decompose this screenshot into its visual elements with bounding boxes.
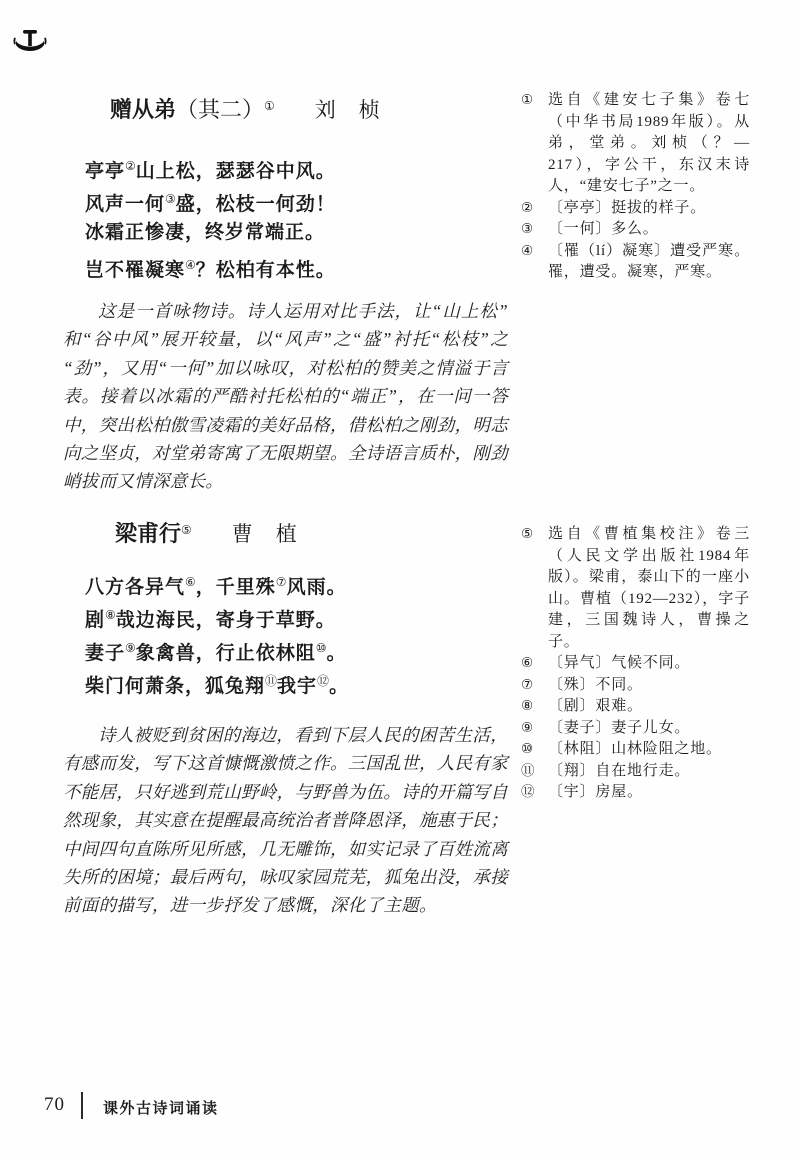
poem-line-text: 山上松，瑟瑟谷中风。: [135, 161, 336, 182]
poem-line-text: ？松柏有本性。: [195, 260, 336, 281]
poem-line: [85, 216, 336, 249]
annotation-number: ④: [521, 242, 534, 259]
poem2-commentary: 诗人被贬到贫困的海边，看到下层人民的困苦生活，有感而发，写下这首慷慨激愤之作。三国乱世，人民有家不能居，只好逃到荒山野岭，与野兽为伍。诗的开篇写自然现象，其实意在提醒最高统治者普降恩泽，施惠于民；中间四句直陈所见所感，几无雕饰，如实记录了百姓流离失所的困境；最后两句，咏叹家园荒芜，狐兔出没，承接前面的描写，进一步抒发了感慨，深化了主题。: [63, 725, 508, 916]
poem-line-text: 哉边海民，寄身于草野。: [115, 610, 336, 631]
annotation-number: ③: [521, 221, 534, 237]
poem-line-text: 我宇: [277, 676, 318, 697]
anchor-mark-icon: [12, 28, 48, 62]
poem-line-text: 八方各异气: [85, 577, 186, 598]
poem1-body: [85, 150, 336, 282]
poem1-commentary: 这是一首咏物诗。诗人运用对比手法，让“山上松”和“谷中风”展开较量，以“风声”之“盛”衬托“松枝”之“劲”，又用“一何”加以咏叹，对松柏的赞美之情溢于言表。接着以冰霜的严酷衬托松柏的“端正”，在一问一答中，突出松柏傲雪凌霜的美好品格，借松柏之刚劲，明志向之坚贞，对堂弟寄寓了无限期望。全诗语言质朴，刚劲峭拔而又情深意长。: [63, 301, 508, 492]
footnote-ref: ①: [264, 99, 275, 113]
footnote-ref: ⑦: [275, 575, 287, 589]
poem-line-text: ，千里殊: [195, 577, 276, 598]
footnote-ref: ⑧: [105, 608, 116, 622]
page-number: 70: [44, 1094, 65, 1115]
footnote-ref: ⑨: [125, 641, 136, 655]
footnote-ref: ⑪: [265, 674, 278, 688]
annotation-text: 〔林阻〕山林险阻之地。: [548, 741, 722, 757]
poem-line-text: 岂不罹凝寒: [85, 260, 186, 281]
annotation-number: ⑥: [521, 655, 534, 671]
annotation-text: 〔异气〕气候不同。: [548, 655, 691, 671]
footnote-group-2: [521, 524, 750, 804]
footnote-group-1: [521, 90, 750, 284]
poem2-heading: [115, 517, 298, 547]
annotation-number: ⑧: [521, 698, 534, 714]
poem2-author: 曹 植: [231, 522, 298, 546]
poem-line: [85, 249, 336, 282]
annotation-number: ⑪: [521, 762, 535, 779]
footer-divider: [81, 1092, 83, 1119]
annotation-item: [521, 90, 750, 198]
poem1-author: 刘 桢: [314, 98, 381, 122]
poem-line-text: 柴门何萧条，狐兔翔: [85, 676, 266, 697]
annotation-number: ⑩: [521, 741, 534, 757]
annotation-item: [521, 739, 750, 761]
annotation-item: [521, 219, 750, 241]
annotation-item: [521, 782, 750, 804]
poem-line: [85, 632, 349, 665]
poem-line: [85, 665, 349, 698]
footnote-ref: ③: [165, 192, 176, 206]
footnote-ref: ②: [125, 159, 136, 173]
annotation-number: ②: [521, 199, 534, 216]
poem-line: [85, 599, 349, 632]
footnote-ref: ⑩: [315, 641, 327, 655]
annotation-item: [521, 241, 750, 284]
annotation-text: 〔一何〕多么。: [548, 221, 659, 237]
footnote-ref: ④: [185, 258, 196, 272]
annotation-text: 〔殊〕不同。: [548, 676, 643, 693]
poem-line: [85, 183, 336, 216]
footnote-ref: ⑤: [181, 523, 192, 537]
annotation-item: [521, 696, 750, 718]
poem-line: [85, 150, 336, 183]
poem1-heading: [110, 93, 381, 123]
annotation-text: 〔宇〕房屋。: [548, 784, 643, 800]
poem-line-text: 象禽兽，行止依林阻: [135, 643, 316, 664]
annotation-item: [521, 718, 750, 740]
poem1-title: 赠从弟: [110, 97, 177, 122]
poem-line: [85, 566, 349, 599]
annotation-number: ⑨: [521, 719, 534, 736]
annotation-number: ⑤: [521, 526, 534, 542]
poem-line-text: 风声一何: [85, 194, 166, 215]
annotation-item: [521, 653, 750, 675]
poem-line-text: 。: [326, 643, 347, 664]
annotation-item: [521, 198, 750, 220]
annotation-text: 选自《曹植集校注》卷三（人民文学出版社1984年版）。梁甫，泰山下的一座小山。曹植（192—232），字子建，三国魏诗人，曹操之子。: [548, 526, 750, 650]
poem-line-text: 。: [329, 676, 350, 697]
poem-line-text: 冰霜正惨凄，终岁常端正。: [85, 222, 326, 243]
page-footer: [0, 1090, 800, 1126]
annotation-text: 〔妻子〕妻子儿女。: [548, 719, 691, 736]
annotation-number: ⑫: [521, 784, 535, 800]
annotation-text: 〔翔〕自在地行走。: [548, 762, 691, 779]
poem-line-text: 风雨。: [286, 577, 347, 598]
annotation-text: 〔罹（lí）凝寒〕遭受严寒。罹，遭受。凝寒，严寒。: [548, 242, 750, 280]
footnote-ref: ⑥: [185, 575, 196, 589]
footnote-ref: ⑫: [317, 674, 330, 688]
poem-line-text: 剧: [85, 610, 106, 631]
annotation-number: ①: [521, 92, 534, 108]
annotation-text: 〔亭亭〕挺拔的样子。: [548, 199, 707, 216]
annotation-item: [521, 524, 750, 653]
section-title: 课外古诗词诵读: [103, 1101, 219, 1117]
poem-line-text: 妻子: [85, 643, 126, 664]
poem2-title: 梁甫行: [115, 521, 182, 546]
annotation-number: ⑦: [521, 676, 534, 693]
poem-line-text: 亭亭: [85, 161, 126, 182]
poem2-body: [85, 566, 349, 698]
poem-line-text: 盛，松枝一何劲！: [175, 194, 336, 215]
poem1-title-subtitle: （其二）: [176, 97, 265, 122]
annotation-text: 〔剧〕艰难。: [548, 698, 643, 714]
annotation-item: [521, 675, 750, 697]
annotation-text: 选自《建安七子集》卷七（中华书局1989年版）。从弟，堂弟。刘桢（？—217），字公干，东汉末诗人，“建安七子”之一。: [548, 92, 750, 194]
annotation-item: [521, 761, 750, 783]
